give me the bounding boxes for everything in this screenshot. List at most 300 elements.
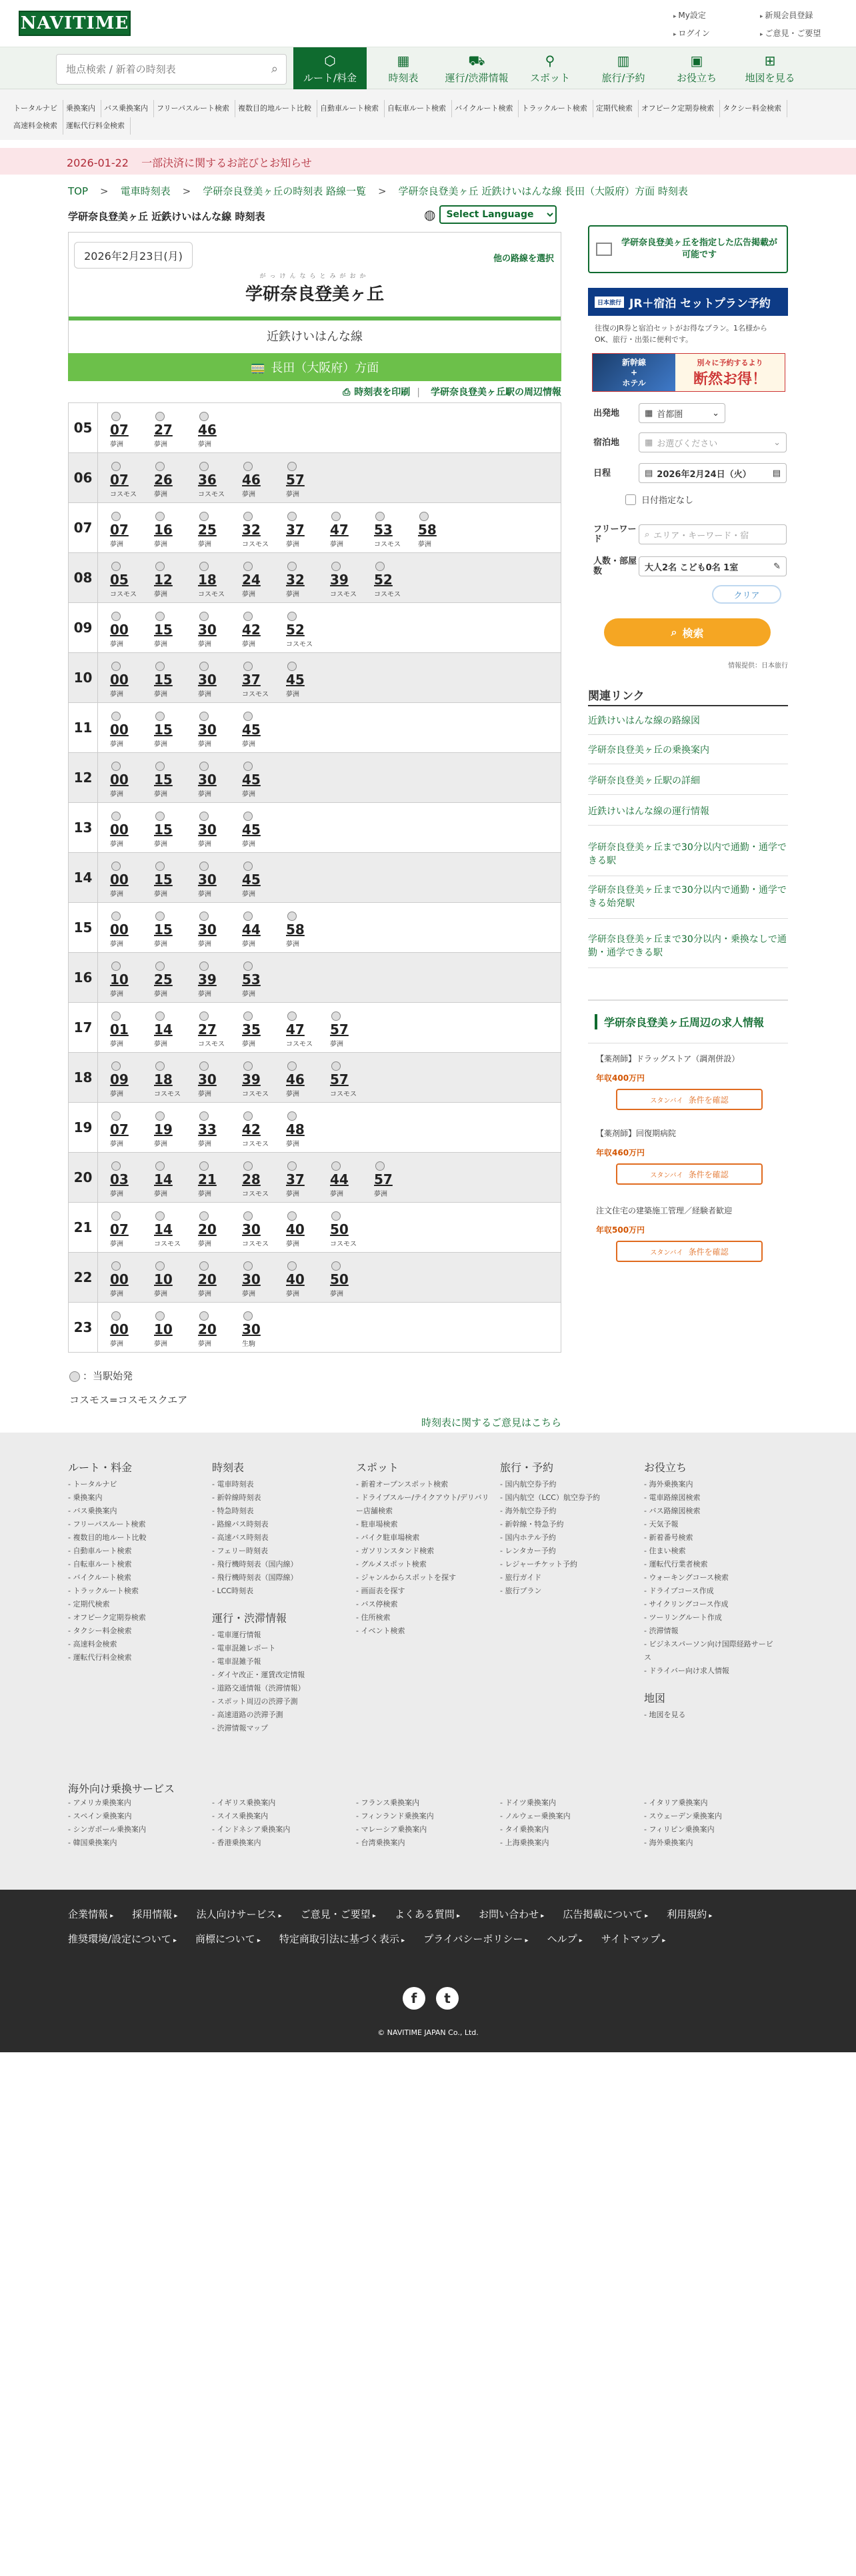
departure-minute[interactable]: 39 [242, 1071, 261, 1087]
departure-minute[interactable]: 19 [154, 1121, 173, 1137]
no-date-checkbox[interactable] [625, 493, 693, 506]
departure-minute[interactable]: 00 [110, 1321, 129, 1337]
sitemap-link[interactable]: - 新着オープンスポット検索 [356, 1478, 489, 1491]
departure-entry[interactable] [198, 812, 242, 848]
subnav-item[interactable]: 自動車ルート検索 [320, 100, 385, 117]
departure-minute[interactable]: 50 [330, 1221, 349, 1237]
departure-minute[interactable]: 14 [154, 1221, 173, 1237]
departure-minute[interactable]: 42 [242, 622, 261, 638]
departure-entry[interactable] [418, 512, 462, 548]
overseas-link[interactable]: - インドネシア乗換案内 [212, 1823, 356, 1836]
sitemap-link[interactable]: - バス路線図検索 [644, 1505, 777, 1518]
sitemap-link[interactable]: - 高速料金検索 [68, 1638, 201, 1651]
sitemap-link[interactable]: - ドライブコース作成 [644, 1585, 777, 1598]
subnav-item[interactable]: トラックルート検索 [521, 100, 593, 117]
notice-banner[interactable] [0, 148, 856, 175]
departure-entry[interactable] [242, 1161, 286, 1198]
departure-minute[interactable]: 44 [242, 922, 261, 938]
sitemap-link[interactable]: - フリーパスルート検索 [68, 1518, 201, 1531]
overseas-link[interactable]: - 韓国乗換案内 [68, 1836, 212, 1850]
departure-minute[interactable]: 07 [110, 522, 129, 538]
travel-search-button[interactable] [604, 618, 771, 646]
nav-item-traffic[interactable] [440, 47, 513, 90]
departure-entry[interactable] [242, 512, 286, 548]
facebook-icon[interactable]: f [403, 1987, 425, 2010]
departure-entry[interactable] [374, 512, 418, 548]
overseas-link[interactable]: - マレーシア乗換案内 [356, 1823, 500, 1836]
departure-minute[interactable]: 00 [110, 722, 129, 738]
departure-entry[interactable] [154, 1161, 198, 1198]
departure-minute[interactable]: 57 [330, 1021, 349, 1037]
departure-entry[interactable] [154, 1011, 198, 1048]
departure-minute[interactable]: 30 [198, 822, 217, 838]
sitemap-link[interactable]: - ウォーキングコース検索 [644, 1571, 777, 1585]
sitemap-link[interactable]: - 自転車ルート検索 [68, 1558, 201, 1571]
departure-minute[interactable]: 07 [110, 422, 129, 438]
departure-minute[interactable]: 32 [286, 572, 305, 588]
departure-minute[interactable]: 53 [242, 971, 261, 987]
overseas-link[interactable]: - ノルウェー乗換案内 [500, 1810, 644, 1823]
subnav-item[interactable]: フリーパスルート検索 [157, 100, 235, 117]
sitemap-link[interactable]: - ガソリンスタンド検索 [356, 1545, 489, 1558]
notice-text[interactable]: 一部決済に関するお詫びとお知らせ [141, 157, 312, 169]
sitemap-link[interactable]: - 天気予報 [644, 1518, 777, 1531]
promo-banner[interactable] [592, 353, 785, 392]
print-link[interactable]: 時刻表を印刷 [354, 387, 411, 398]
sitemap-link[interactable]: - 特急時刻表 [212, 1505, 345, 1518]
departure-entry[interactable] [198, 712, 242, 748]
departure-minute[interactable]: 05 [110, 572, 129, 588]
departure-minute[interactable]: 00 [110, 622, 129, 638]
ad-placement-button[interactable] [588, 225, 788, 273]
departure-minute[interactable]: 03 [110, 1171, 129, 1187]
timetable-feedback-link[interactable]: 時刻表に関するご意見はこちら [421, 1417, 561, 1429]
sitemap-link[interactable]: - オフピーク定期券検索 [68, 1611, 201, 1624]
departure-entry[interactable] [198, 412, 242, 448]
overseas-link[interactable]: - スウェーデン乗換案内 [644, 1810, 788, 1823]
footer-link[interactable]: 推奨環境/設定について ▸ [68, 1928, 177, 1952]
date-picker[interactable]: 2026年2月23日(月) [74, 242, 193, 269]
sitemap-link[interactable]: - 国内航空券予約 [500, 1478, 633, 1491]
departure-entry[interactable] [198, 1311, 242, 1348]
departure-minute[interactable]: 35 [242, 1021, 261, 1037]
departure-minute[interactable]: 00 [110, 872, 129, 888]
sitemap-link[interactable]: - レジャーチケット予約 [500, 1558, 633, 1571]
departure-minute[interactable]: 15 [154, 772, 173, 788]
departure-minute[interactable]: 15 [154, 822, 173, 838]
departure-entry[interactable] [154, 912, 198, 948]
departure-entry[interactable] [242, 712, 286, 748]
departure-entry[interactable] [242, 962, 286, 998]
sitemap-link[interactable]: - 渋滞情報 [644, 1624, 777, 1638]
departure-entry[interactable] [286, 1011, 330, 1048]
overseas-link[interactable]: - 上海乗換案内 [500, 1836, 644, 1850]
departure-entry[interactable] [242, 812, 286, 848]
departure-entry[interactable] [154, 962, 198, 998]
departure-minute[interactable]: 50 [330, 1271, 349, 1287]
sitemap-link[interactable]: - バス停検索 [356, 1598, 489, 1611]
departure-entry[interactable] [154, 712, 198, 748]
departure-entry[interactable] [198, 1011, 242, 1048]
departure-entry[interactable] [154, 1311, 198, 1348]
departure-minute[interactable]: 24 [242, 572, 261, 588]
departure-minute[interactable]: 20 [198, 1271, 217, 1287]
overseas-link[interactable]: - 香港乗換案内 [212, 1836, 356, 1850]
sitemap-link[interactable]: - 新着番号検索 [644, 1531, 777, 1545]
departure-minute[interactable]: 15 [154, 872, 173, 888]
sitemap-link[interactable]: - 路線バス時刻表 [212, 1518, 345, 1531]
departure-minute[interactable]: 26 [154, 472, 173, 488]
departure-minute[interactable]: 15 [154, 722, 173, 738]
departure-entry[interactable] [286, 1111, 330, 1148]
departure-minute[interactable]: 45 [242, 722, 261, 738]
departure-minute[interactable]: 52 [286, 622, 305, 638]
departure-select[interactable] [639, 403, 725, 423]
sitemap-link[interactable]: - LCC時刻表 [212, 1585, 345, 1598]
departure-entry[interactable] [110, 862, 154, 898]
subnav-item[interactable]: トータルナビ [13, 100, 63, 117]
departure-entry[interactable] [110, 1261, 154, 1298]
departure-entry[interactable] [242, 462, 286, 498]
departure-entry[interactable] [242, 1111, 286, 1148]
overseas-link[interactable]: - イギリス乗換案内 [212, 1796, 356, 1810]
overseas-link[interactable]: - フィンランド乗換案内 [356, 1810, 500, 1823]
my-settings-link[interactable]: ▸ My設定 [673, 9, 760, 21]
departure-minute[interactable]: 42 [242, 1121, 261, 1137]
departure-minute[interactable]: 30 [242, 1321, 261, 1337]
subnav-item[interactable]: 複数目的地ルート比較 [238, 100, 317, 117]
departure-entry[interactable] [198, 962, 242, 998]
footer-link[interactable]: よくある質問 ▸ [395, 1903, 460, 1928]
departure-entry[interactable] [242, 662, 286, 698]
departure-entry[interactable] [286, 1161, 330, 1198]
departure-entry[interactable] [198, 612, 242, 648]
site-search-input[interactable] [57, 55, 250, 84]
related-link[interactable]: 学研奈良登美ヶ丘まで30分以内で通勤・通学できる始発駅 [588, 885, 787, 909]
sitemap-link[interactable]: - サイクリングコース作成 [644, 1598, 777, 1611]
departure-entry[interactable] [110, 962, 154, 998]
footer-link[interactable]: 利用規約 ▸ [667, 1903, 712, 1928]
footer-link[interactable]: ヘルプ ▸ [547, 1928, 583, 1952]
direction-tab[interactable] [68, 353, 561, 381]
departure-minute[interactable]: 27 [154, 422, 173, 438]
departure-entry[interactable] [198, 1261, 242, 1298]
sitemap-link[interactable]: - トラックルート検索 [68, 1585, 201, 1598]
departure-minute[interactable]: 58 [286, 922, 305, 938]
sitemap-link[interactable]: - 海外航空券予約 [500, 1505, 633, 1518]
departure-minute[interactable]: 09 [110, 1071, 129, 1087]
departure-minute[interactable]: 32 [242, 522, 261, 538]
overseas-link[interactable]: - アメリカ乗換案内 [68, 1796, 212, 1810]
departure-entry[interactable] [110, 1061, 154, 1098]
departure-minute[interactable]: 25 [198, 522, 217, 538]
feedback-link[interactable]: ▸ ご意見・ご要望 [760, 27, 847, 39]
departure-minute[interactable]: 00 [110, 1271, 129, 1287]
departure-minute[interactable]: 01 [110, 1021, 129, 1037]
sitemap-link[interactable]: - 定期代検索 [68, 1598, 201, 1611]
nav-item-travel[interactable] [587, 47, 660, 90]
departure-entry[interactable] [154, 1111, 198, 1148]
sitemap-link[interactable]: - 新幹線・特急予約 [500, 1518, 633, 1531]
departure-minute[interactable]: 15 [154, 922, 173, 938]
sitemap-link[interactable]: - トータルナビ [68, 1478, 201, 1491]
check-conditions-button[interactable] [616, 1163, 763, 1185]
departure-minute[interactable]: 44 [330, 1171, 349, 1187]
related-link[interactable]: 学研奈良登美ヶ丘駅の詳細 [588, 776, 700, 786]
sitemap-link[interactable]: - スポット周辺の渋滞予測 [212, 1695, 345, 1708]
breadcrumb-top[interactable]: TOP [68, 185, 89, 197]
overseas-link[interactable]: - スペイン乗換案内 [68, 1810, 212, 1823]
departure-minute[interactable]: 10 [110, 971, 129, 987]
departure-entry[interactable] [286, 512, 330, 548]
sitemap-link[interactable]: - 国内ホテル予約 [500, 1531, 633, 1545]
departure-minute[interactable]: 39 [198, 971, 217, 987]
departure-entry[interactable] [154, 612, 198, 648]
departure-minute[interactable]: 12 [154, 572, 173, 588]
footer-link[interactable]: 広告掲載について ▸ [563, 1903, 648, 1928]
overseas-link[interactable]: - 海外乗換案内 [644, 1836, 788, 1850]
departure-entry[interactable] [154, 762, 198, 798]
departure-entry[interactable] [198, 1111, 242, 1148]
subnav-item[interactable]: 乗換案内 [66, 100, 101, 117]
departure-entry[interactable] [286, 1261, 330, 1298]
sitemap-link[interactable]: - ツーリングルート作成 [644, 1611, 777, 1624]
sitemap-link[interactable]: - ビジネスパーソン向け国際経路サービス [644, 1638, 777, 1664]
departure-minute[interactable]: 46 [242, 472, 261, 488]
sitemap-link[interactable]: - バス乗換案内 [68, 1505, 201, 1518]
departure-entry[interactable] [242, 612, 286, 648]
footer-link[interactable]: サイトマップ ▸ [601, 1928, 666, 1952]
overseas-link[interactable]: - スイス乗換案内 [212, 1810, 356, 1823]
departure-entry[interactable] [110, 1311, 154, 1348]
subnav-item[interactable]: バイクルート検索 [455, 100, 519, 117]
departure-minute[interactable]: 14 [154, 1171, 173, 1187]
departure-entry[interactable] [110, 512, 154, 548]
sitemap-link[interactable]: - 電車路線図検索 [644, 1491, 777, 1505]
stay-select[interactable] [639, 432, 787, 452]
overseas-link[interactable]: - ドイツ乗換案内 [500, 1796, 644, 1810]
sitemap-link[interactable]: - 電車時刻表 [212, 1478, 345, 1491]
departure-minute[interactable]: 58 [418, 522, 437, 538]
check-conditions-button[interactable] [616, 1089, 763, 1110]
sitemap-link[interactable]: - 駐車場検索 [356, 1518, 489, 1531]
departure-minute[interactable]: 18 [198, 572, 217, 588]
departure-entry[interactable] [110, 412, 154, 448]
breadcrumb-train-timetable[interactable]: 電車時刻表 [120, 185, 171, 197]
login-link[interactable]: ▸ ログイン [673, 27, 760, 39]
subnav-item[interactable]: バス乗換案内 [104, 100, 154, 117]
footer-link[interactable]: プライバシーポリシー ▸ [423, 1928, 528, 1952]
sitemap-link[interactable]: - 乗換案内 [68, 1491, 201, 1505]
sitemap-link[interactable]: - 国内航空（LCC）航空券予約 [500, 1491, 633, 1505]
footer-link[interactable]: 商標について ▸ [195, 1928, 261, 1952]
departure-minute[interactable]: 48 [286, 1121, 305, 1137]
nav-item-timetable[interactable] [367, 47, 440, 90]
departure-minute[interactable]: 15 [154, 622, 173, 638]
departure-minute[interactable]: 07 [110, 1121, 129, 1137]
sitemap-link[interactable]: - グルメスポット検索 [356, 1558, 489, 1571]
departure-entry[interactable] [198, 462, 242, 498]
departure-minute[interactable]: 33 [198, 1121, 217, 1137]
subnav-item[interactable]: タクシー料金検索 [723, 100, 787, 117]
sitemap-link[interactable]: - バイク駐車場検索 [356, 1531, 489, 1545]
overseas-link[interactable]: - タイ乗換案内 [500, 1823, 644, 1836]
subnav-item[interactable]: 自転車ルート検索 [387, 100, 452, 117]
check-conditions-button[interactable] [616, 1241, 763, 1262]
departure-entry[interactable] [154, 562, 198, 598]
departure-entry[interactable] [286, 1061, 330, 1098]
breadcrumb-line-list[interactable]: 学研奈良登美ヶ丘の時刻表 路線一覧 [203, 185, 366, 197]
departure-minute[interactable]: 52 [374, 572, 393, 588]
departure-entry[interactable] [330, 512, 374, 548]
overseas-link[interactable]: - フランス乗換案内 [356, 1796, 500, 1810]
departure-entry[interactable] [154, 862, 198, 898]
departure-minute[interactable]: 46 [198, 422, 217, 438]
departure-minute[interactable]: 30 [198, 672, 217, 688]
departure-minute[interactable]: 28 [242, 1171, 261, 1187]
sitemap-link[interactable]: - フェリー時刻表 [212, 1545, 345, 1558]
departure-entry[interactable] [154, 512, 198, 548]
departure-minute[interactable]: 46 [286, 1071, 305, 1087]
people-select[interactable] [639, 556, 787, 576]
nav-item-spot[interactable] [513, 47, 587, 90]
related-link[interactable]: 学研奈良登美ヶ丘の乗換案内 [588, 745, 709, 756]
departure-minute[interactable]: 47 [286, 1021, 305, 1037]
sitemap-link[interactable]: - 旅行プラン [500, 1585, 633, 1598]
departure-entry[interactable] [110, 662, 154, 698]
departure-minute[interactable]: 00 [110, 772, 129, 788]
travel-date-field[interactable] [639, 463, 787, 483]
sitemap-link[interactable]: - 運転代行業者検索 [644, 1558, 777, 1571]
footer-link[interactable]: ご意見・ご要望 ▸ [301, 1903, 376, 1928]
departure-minute[interactable]: 36 [198, 472, 217, 488]
language-select[interactable] [439, 205, 557, 224]
departure-entry[interactable] [242, 1311, 286, 1348]
departure-entry[interactable] [330, 562, 374, 598]
departure-entry[interactable] [110, 1161, 154, 1198]
sitemap-link[interactable]: - 住所検索 [356, 1611, 489, 1624]
departure-entry[interactable] [242, 1061, 286, 1098]
departure-entry[interactable] [286, 612, 330, 648]
departure-minute[interactable]: 39 [330, 572, 349, 588]
departure-minute[interactable]: 37 [286, 522, 305, 538]
departure-entry[interactable] [242, 862, 286, 898]
clear-button[interactable]: クリア [712, 585, 781, 604]
departure-entry[interactable] [110, 912, 154, 948]
footer-link[interactable]: 法人向けサービス ▸ [196, 1903, 281, 1928]
departure-entry[interactable] [330, 1261, 374, 1298]
departure-entry[interactable] [330, 1161, 374, 1198]
search-icon[interactable]: ⌕ [271, 62, 278, 76]
sitemap-link[interactable]: - 電車混雑予報 [212, 1655, 345, 1668]
sitemap-link[interactable]: - 住まい検索 [644, 1545, 777, 1558]
related-link[interactable]: 学研奈良登美ヶ丘まで30分以内で通勤・通学できる駅 [588, 842, 787, 866]
footer-link[interactable]: 採用情報 ▸ [132, 1903, 177, 1928]
sitemap-link[interactable]: - ドライブスルー/テイクアウト/デリバリー店舗検索 [356, 1491, 489, 1518]
departure-entry[interactable] [198, 1161, 242, 1198]
sitemap-link[interactable]: - 運転代行料金検索 [68, 1651, 201, 1664]
departure-entry[interactable] [110, 1211, 154, 1248]
departure-entry[interactable] [154, 462, 198, 498]
departure-entry[interactable] [242, 562, 286, 598]
departure-minute[interactable]: 57 [330, 1071, 349, 1087]
departure-minute[interactable]: 00 [110, 672, 129, 688]
departure-minute[interactable]: 15 [154, 672, 173, 688]
departure-entry[interactable] [242, 912, 286, 948]
subnav-item[interactable]: 高速料金検索 [13, 117, 63, 135]
subnav-item[interactable]: 運転代行料金検索 [66, 117, 131, 135]
departure-minute[interactable]: 47 [330, 522, 349, 538]
departure-minute[interactable]: 30 [198, 722, 217, 738]
departure-entry[interactable] [198, 762, 242, 798]
nav-item-route[interactable] [293, 47, 367, 90]
departure-minute[interactable]: 30 [198, 622, 217, 638]
departure-entry[interactable] [110, 562, 154, 598]
sitemap-link[interactable]: - タクシー料金検索 [68, 1624, 201, 1638]
departure-minute[interactable]: 30 [198, 1071, 217, 1087]
footer-link[interactable]: お問い合わせ ▸ [479, 1903, 544, 1928]
departure-minute[interactable]: 27 [198, 1021, 217, 1037]
subnav-item[interactable]: 定期代検索 [596, 100, 639, 117]
departure-entry[interactable] [198, 1211, 242, 1248]
footer-link[interactable]: 企業情報 ▸ [68, 1903, 113, 1928]
sitemap-link[interactable]: - 電車混雑レポート [212, 1642, 345, 1655]
departure-entry[interactable] [286, 462, 330, 498]
sitemap-link[interactable]: - 旅行ガイド [500, 1571, 633, 1585]
departure-entry[interactable] [286, 1211, 330, 1248]
subnav-item[interactable]: オフピーク定期券検索 [641, 100, 720, 117]
sitemap-link[interactable]: - 複数目的地ルート比較 [68, 1531, 201, 1545]
sitemap-link[interactable]: - 新幹線時刻表 [212, 1491, 345, 1505]
departure-minute[interactable]: 14 [154, 1021, 173, 1037]
sitemap-link[interactable]: - 地図を見る [644, 1708, 777, 1722]
departure-entry[interactable] [198, 1061, 242, 1098]
departure-minute[interactable]: 00 [110, 822, 129, 838]
departure-minute[interactable]: 40 [286, 1221, 305, 1237]
departure-minute[interactable]: 07 [110, 472, 129, 488]
departure-minute[interactable]: 45 [242, 822, 261, 838]
nav-item-map[interactable] [733, 47, 807, 90]
departure-minute[interactable]: 10 [154, 1321, 173, 1337]
sitemap-link[interactable]: - 電車運行情報 [212, 1628, 345, 1642]
departure-entry[interactable] [374, 562, 418, 598]
sitemap-link[interactable]: - 道路交通情報（渋滞情報） [212, 1682, 345, 1695]
departure-minute[interactable]: 30 [198, 872, 217, 888]
departure-minute[interactable]: 10 [154, 1271, 173, 1287]
departure-entry[interactable] [154, 1061, 198, 1098]
departure-entry[interactable] [198, 662, 242, 698]
sitemap-link[interactable]: - 画面表を探す [356, 1585, 489, 1598]
station-area-link[interactable]: 学研奈良登美ヶ丘駅の周辺情報 [431, 387, 561, 398]
overseas-link[interactable]: - シンガポール乗換案内 [68, 1823, 212, 1836]
departure-minute[interactable]: 20 [198, 1221, 217, 1237]
departure-entry[interactable] [110, 462, 154, 498]
departure-minute[interactable]: 20 [198, 1321, 217, 1337]
overseas-link[interactable]: - フィリピン乗換案内 [644, 1823, 788, 1836]
departure-entry[interactable] [330, 1211, 374, 1248]
departure-entry[interactable] [110, 1011, 154, 1048]
departure-minute[interactable]: 30 [242, 1221, 261, 1237]
departure-entry[interactable] [198, 562, 242, 598]
departure-entry[interactable] [374, 1161, 418, 1198]
departure-entry[interactable] [154, 1261, 198, 1298]
sitemap-link[interactable]: - ドライバー向け求人情報 [644, 1664, 777, 1678]
departure-minute[interactable]: 18 [154, 1071, 173, 1087]
departure-minute[interactable]: 00 [110, 922, 129, 938]
sitemap-link[interactable]: - バイクルート検索 [68, 1571, 201, 1585]
departure-minute[interactable]: 45 [242, 772, 261, 788]
departure-entry[interactable] [198, 862, 242, 898]
